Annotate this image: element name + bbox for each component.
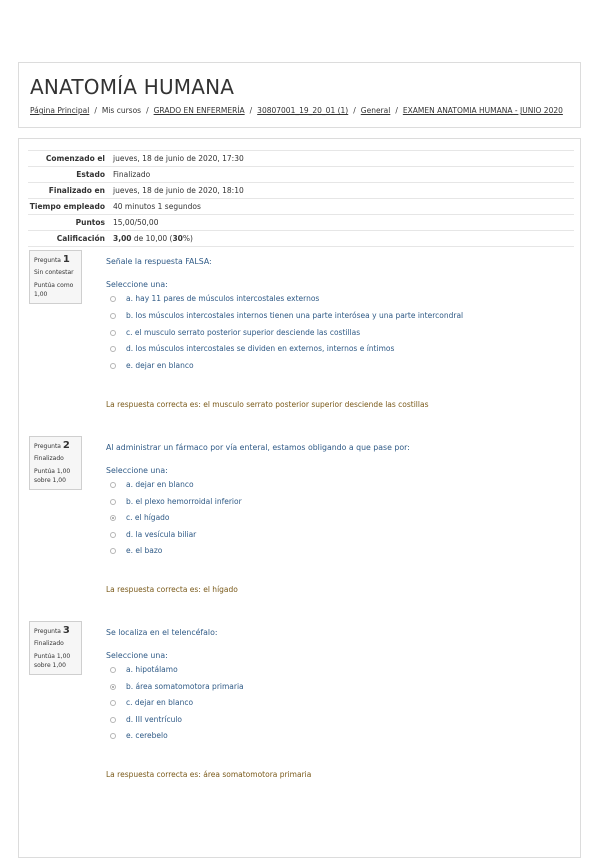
answer-option[interactable]: c. el musculo serrato posterior superior desciende las costillas (110, 328, 360, 337)
answer-option[interactable]: e. cerebelo (110, 731, 168, 740)
answer-option[interactable]: e. dejar en blanco (110, 361, 194, 370)
answer-option[interactable]: a. dejar en blanco (110, 480, 194, 489)
question-text: Se localiza en el telencéfalo: (106, 628, 218, 637)
radio-button[interactable] (110, 346, 116, 352)
page-title: ANATOMÍA HUMANA (30, 75, 235, 99)
grade-score: 3,00 (113, 234, 132, 243)
summary-label: Puntos (75, 218, 105, 227)
question-grade: Puntúa como 1,00 (34, 282, 74, 298)
summary-row (28, 215, 574, 231)
answer-option[interactable]: d. la vesícula biliar (110, 530, 196, 539)
summary-row-grade (28, 231, 574, 247)
answer-option[interactable]: d. III ventrículo (110, 715, 182, 724)
question-info-2: Pregunta 2 Finalizado Puntúa 1,00 sobre 1,00 (29, 436, 82, 490)
summary-row (28, 183, 574, 199)
breadcrumb-home[interactable]: Página Principal (30, 106, 90, 115)
select-prompt: Seleccione una: (106, 280, 168, 289)
summary-row (28, 151, 574, 167)
answer-option[interactable]: b. los músculos intercostales internos tienen una parte interósea y una parte intercondral (110, 311, 463, 320)
attempt-summary-table (28, 150, 574, 247)
radio-button[interactable] (110, 717, 116, 723)
answer-option-selected[interactable]: b. área somatomotora primaria (110, 682, 244, 691)
breadcrumb-section[interactable]: General (360, 106, 391, 115)
quiz-review-region (18, 138, 581, 858)
summary-value: jueves, 18 de junio de 2020, 17:30 (113, 154, 244, 163)
radio-button[interactable] (110, 733, 116, 739)
summary-value: 40 minutos 1 segundos (113, 202, 201, 211)
select-prompt: Seleccione una: (106, 466, 168, 475)
radio-button-checked[interactable] (110, 515, 116, 521)
question-grade: Puntúa 1,00 sobre 1,00 (34, 653, 71, 669)
radio-button[interactable] (110, 482, 116, 488)
summary-row (28, 167, 574, 183)
question-state: Sin contestar (34, 269, 74, 276)
answer-option-selected[interactable]: c. el hígado (110, 513, 170, 522)
question-text: Al administrar un fármaco por vía enteral, estamos obligando a que pase por: (106, 443, 410, 452)
answer-option[interactable]: a. hay 11 pares de músculos intercostales externos (110, 294, 319, 303)
radio-button[interactable] (110, 363, 116, 369)
summary-row (28, 199, 574, 215)
radio-button[interactable] (110, 548, 116, 554)
question-info-1: Pregunta 1 Sin contestar Puntúa como 1,00 (29, 250, 82, 304)
radio-button[interactable] (110, 499, 116, 505)
question-info-3: Pregunta 3 Finalizado Puntúa 1,00 sobre 1,00 (29, 621, 82, 675)
grade-percent: 30 (172, 234, 183, 243)
select-prompt: Seleccione una: (106, 651, 168, 660)
radio-button[interactable] (110, 330, 116, 336)
breadcrumb-degree[interactable]: GRADO EN ENFERMERÍA (153, 106, 245, 115)
question-number: 1 (62, 254, 70, 265)
summary-value: jueves, 18 de junio de 2020, 18:10 (113, 186, 244, 195)
summary-label: Finalizado en (48, 186, 105, 195)
question-state: Finalizado (34, 455, 64, 462)
summary-value: Finalizado (113, 170, 151, 179)
radio-button[interactable] (110, 532, 116, 538)
question-text: Señale la respuesta FALSA: (106, 257, 212, 266)
radio-button[interactable] (110, 700, 116, 706)
answer-option[interactable]: e. el bazo (110, 546, 162, 555)
breadcrumb: Página Principal / Mis cursos / GRADO EN ENFERMERÍA / 30807001_19_20_01 (1) / General / EXAMEN ANATOMIA HUMANA - JUNIO 2020 (30, 106, 563, 115)
summary-label: Calificación (56, 234, 105, 243)
question-number: 3 (62, 625, 70, 636)
correct-answer-feedback: La respuesta correcta es: área somatomotora primaria (106, 770, 312, 779)
answer-option[interactable]: d. los músculos intercostales se dividen en externos, internos e íntimos (110, 344, 394, 353)
radio-button[interactable] (110, 296, 116, 302)
answer-option[interactable]: b. el plexo hemorroidal inferior (110, 497, 242, 506)
summary-label: Comenzado el (45, 154, 105, 163)
radio-button[interactable] (110, 667, 116, 673)
breadcrumb-course[interactable]: 30807001_19_20_01 (1) (257, 106, 349, 115)
question-state: Finalizado (34, 640, 64, 647)
summary-label: Tiempo empleado (29, 202, 105, 211)
summary-value: 3,00 de 10,00 (30%) (113, 234, 193, 243)
summary-label: Estado (76, 170, 105, 179)
answer-option[interactable]: c. dejar en blanco (110, 698, 193, 707)
answer-option[interactable]: a. hipotálamo (110, 665, 178, 674)
question-number: 2 (62, 440, 70, 451)
correct-answer-feedback: La respuesta correcta es: el hígado (106, 585, 238, 594)
correct-answer-feedback: La respuesta correcta es: el musculo serrato posterior superior desciende las costillas (106, 400, 429, 409)
breadcrumb-my-courses: Mis cursos (101, 106, 142, 115)
page-header (18, 62, 581, 128)
breadcrumb-exam[interactable]: EXAMEN ANATOMIA HUMANA - JUNIO 2020 (402, 106, 563, 115)
radio-button-checked[interactable] (110, 684, 116, 690)
summary-value: 15,00/50,00 (113, 218, 159, 227)
question-grade: Puntúa 1,00 sobre 1,00 (34, 468, 71, 484)
radio-button[interactable] (110, 313, 116, 319)
